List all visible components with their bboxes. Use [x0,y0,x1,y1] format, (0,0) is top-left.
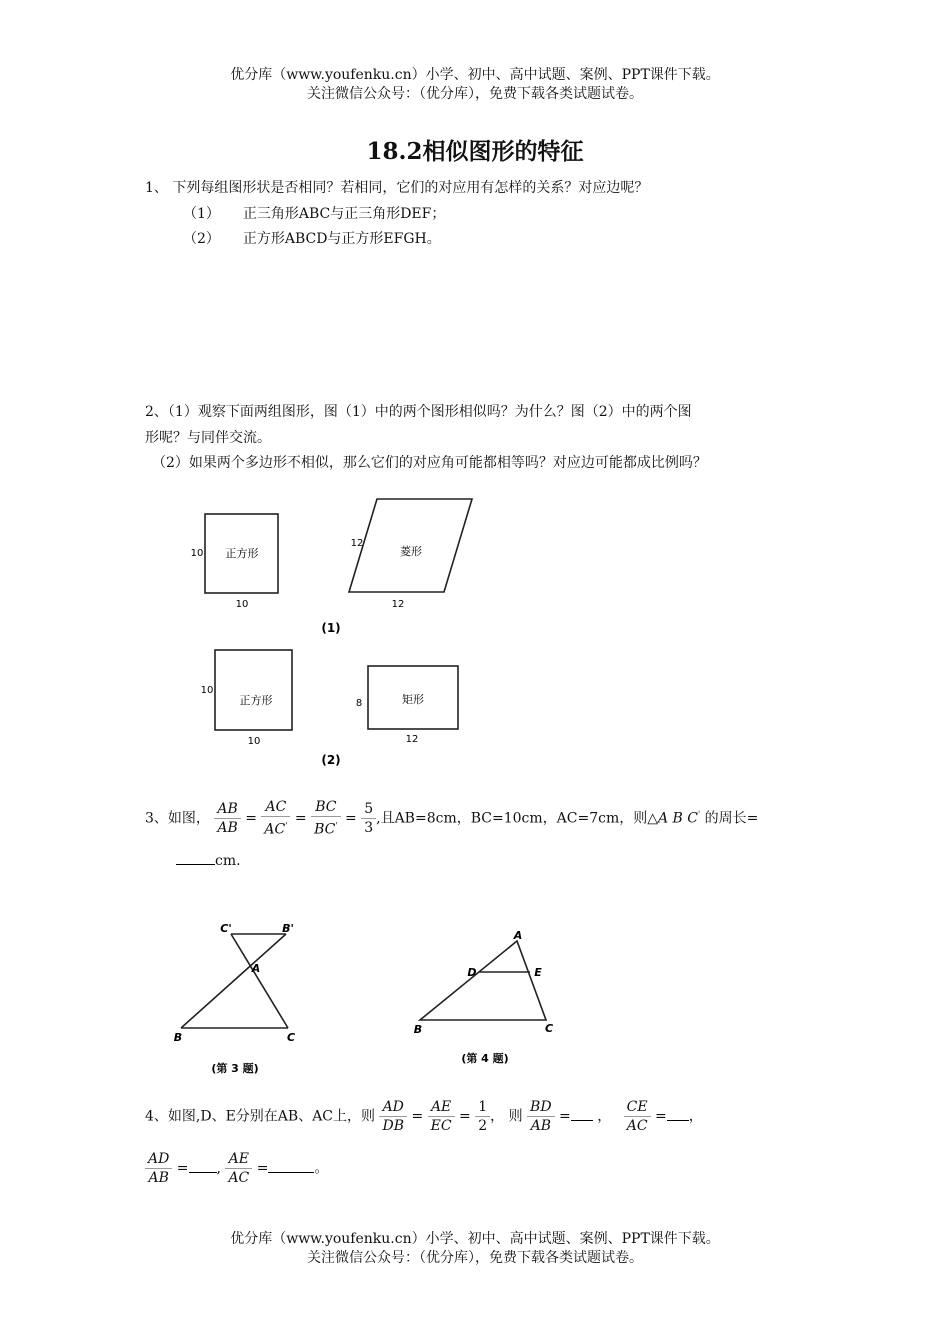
q4-frac-7: $\frac{AE}{AC}$ [225,1150,252,1187]
fig4-label-b: B [413,1023,423,1036]
g2-rect-side: 8 [355,698,363,709]
q4-blank-4[interactable] [268,1158,314,1173]
q1-item-1-text: 正三角形ABC与正三角形DEF； [242,206,446,222]
q4-blank-2[interactable] [667,1106,689,1121]
fig4-label-c: C [544,1022,554,1035]
q1-item-2-text: 正方形ABCD与正方形EFGH。 [242,231,441,247]
g1-rhombus-label: 菱形 [400,545,422,558]
q4-blank-1[interactable] [571,1106,593,1121]
g2-square-side: 10 [200,685,214,696]
g1-rhombus-side: 12 [350,538,364,549]
q3-unit: cm. [215,853,241,869]
fig4-label-a: A [513,929,523,942]
fig3-label-a: A [251,962,261,975]
g2-rect-label: 矩形 [402,693,424,706]
q4-frac-5: $\frac{CE}{AC}$ [624,1098,651,1135]
q3-triangle: A B C [658,810,699,827]
q2-line-1: 2、（1）观察下面两组图形，图（1）中的两个图形相似吗？为什么？图（2）中的两个图 [145,404,692,420]
page-footer-line-2: 关注微信公众号：（优分库），免费下载各类试题试卷。 [307,1250,643,1266]
q3-frac-3: $\frac{BC}{BC'}$ [311,798,340,839]
q3-mid: ,且AB=8cm，BC=10cm，AC=7cm，则△ [376,810,658,827]
q1-item-2-num: （2） [183,231,220,247]
q4-prefix: 4、如图,D、E分别在AB、AC上，则 [145,1108,376,1125]
g2-caption: (2) [321,753,341,767]
q4-frac-6: $\frac{AD}{AB}$ [145,1150,172,1187]
q4-line-1: 4、如图,D、E分别在AB、AC上，则 $\frac{AD}{DB}$ = $\frac{AE}{EC}$ = $\frac{1}{2}$ ， 则 $\frac{BD}{AB}$ = ， $\frac{CE}{AC}$ = ， [145,1099,703,1134]
g1-square-bottom: 10 [235,599,249,610]
fig3-label-c1: C' [220,922,232,935]
q3-frac-1: $\frac{AB}{AB}$ [214,800,240,837]
q3-prefix: 3、如图， [145,810,210,827]
g1-caption: (1) [321,621,341,635]
q3-frac-4: $\frac{5}{3}$ [361,800,376,837]
fig3-caption: (第 3 题) [211,1062,259,1075]
fig4-caption: (第 4 题) [461,1052,509,1065]
fig3-label-b1: B' [282,922,294,935]
q3-frac-2: $\frac{AC}{AC'}$ [261,798,290,839]
q4-frac-1: $\frac{AD}{DB}$ [379,1098,407,1135]
g1-square-side: 10 [190,548,204,559]
fig4-label-e: E [534,966,542,979]
q4-frac-3: $\frac{1}{2}$ [475,1098,490,1135]
page-footer-line-1: 优分库（www.youfenku.cn）小学、初中、高中试题、案例、PPT课件下载。 [230,1231,720,1247]
fig3-label-c: C [286,1031,296,1044]
page-header-line-1: 优分库（www.youfenku.cn）小学、初中、高中试题、案例、PPT课件下载。 [230,67,720,83]
page-header-line-2: 关注微信公众号：（优分库），免费下载各类试题试卷。 [307,86,643,102]
g1-square-label: 正方形 [225,547,259,560]
q4-frac-2: $\frac{AE}{EC}$ [428,1098,455,1135]
q2-line-2: 形呢？与同伴交流。 [145,430,271,446]
fig4-label-d: D [467,966,477,979]
q1-text: 1、 下列每组图形状是否相同？若相同，它们的对应用有怎样的关系？对应边呢？ [145,180,649,196]
q4-line-2: $\frac{AD}{AB}$ = , $\frac{AE}{AC}$ = 。 [145,1150,328,1187]
g1-rhombus-bottom: 12 [391,599,405,610]
q4-blank-3[interactable] [189,1158,217,1173]
g2-square-bottom: 10 [247,736,261,747]
q4-frac-4: $\frac{BD}{AB}$ [527,1098,555,1135]
q1-item-1-num: （1） [183,206,220,222]
q2-line-3: （2）如果两个多边形不相似，那么它们的对应角可能都相等吗？对应边可能都成比例吗？ [152,455,707,471]
q3-suffix: 的周长= [704,810,759,827]
g2-rect-bottom: 12 [405,734,419,745]
q3-line-1: 3、如图， $\frac{AB}{AB}$ = $\frac{AC}{AC'}$ = $\frac{BC}{BC'}$ = $\frac{5}{3}$ ,且AB=8cm，BC=10cm，AC=7cm，则△A B C' 的周长= [145,799,759,838]
fig3-label-b: B [173,1031,183,1044]
g2-square-label: 正方形 [239,694,273,707]
page-title: 18.2相似图形的特征 [366,138,584,165]
